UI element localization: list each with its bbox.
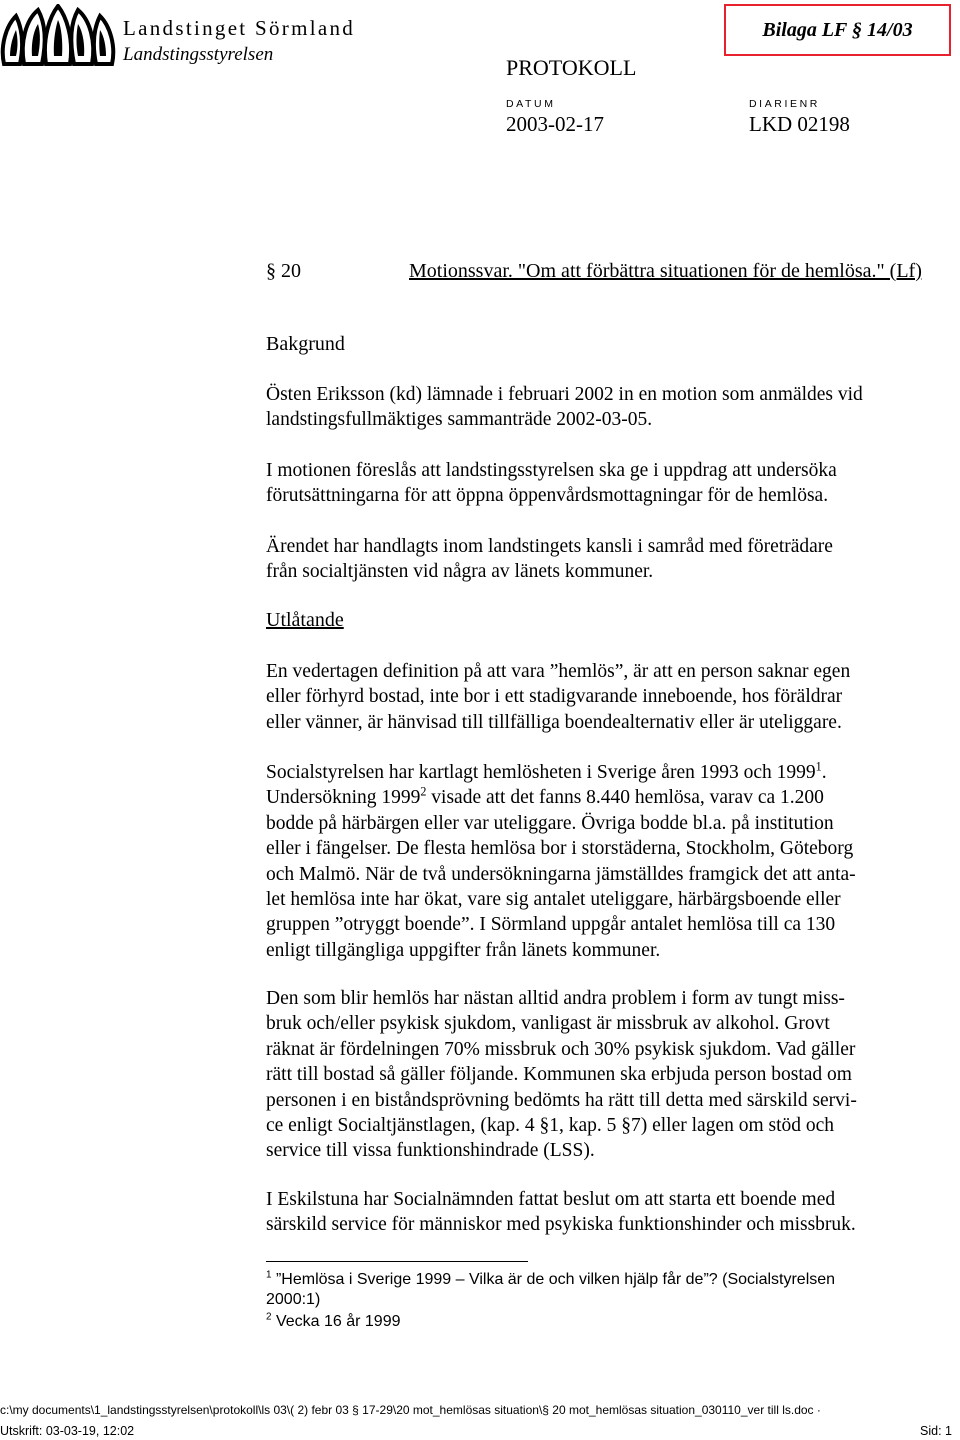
registration-number-value: LKD 02198 xyxy=(749,112,850,136)
text-line: 2000:1) xyxy=(266,1291,321,1308)
text-line: bruk och/eller psykisk sjukdom, vanligast är missbruk av alkohol. Grovt xyxy=(266,1013,830,1035)
registration-number-label: DIARIENR xyxy=(749,98,820,110)
text-line xyxy=(266,785,942,810)
text-line: landstingsfullmäktiges sammanträde 2002-03-05. xyxy=(266,409,653,431)
paragraph-utlatande-1 xyxy=(266,659,942,735)
document-type: PROTOKOLL xyxy=(506,55,637,80)
paragraph-bakgrund-2 xyxy=(266,458,942,509)
footnote-2 xyxy=(266,1312,946,1332)
heading-utlatande: Utlåtande xyxy=(266,609,344,631)
section-number: § 20 xyxy=(266,260,301,282)
text-span: Socialstyrelsen har kartlagt hemlösheten i Sverige åren 1993 och 1999 xyxy=(266,762,816,783)
text-span: Undersökning 1999 xyxy=(266,787,421,809)
text-line: bodde på härbärgen eller var uteliggare. Övriga bodde bl.a. på institution xyxy=(266,812,834,834)
text-span: ”Hemlösa i Sverige 1999 – Vilka är de och vilken hjälp får de”? (Socialstyrelsen xyxy=(271,1271,836,1288)
text-line: från socialtjänsten vid några av länets kommuner. xyxy=(266,561,654,583)
text-line: gruppen ”otryggt boende”. I Sörmland uppgår antalet hemlösa till ca 130 xyxy=(266,914,836,936)
text-line: I motionen föreslås att landstingsstyrelsen ska ge i uppdrag att undersöka xyxy=(266,460,837,481)
date-value: 2003-02-17 xyxy=(506,112,604,136)
text-span: . xyxy=(821,762,827,783)
text-line xyxy=(266,1312,946,1332)
text-line: service till vissa funktionshindrade (LSS). xyxy=(266,1140,595,1162)
footnote-number: 1 xyxy=(266,1269,272,1281)
text-line: eller förhyrd bostad, inte bor i ett stadigvarande inneboende, hos föräldrar xyxy=(266,686,843,708)
print-date: Utskrift: 03-03-19, 12:02 xyxy=(0,1424,135,1438)
paragraph-utlatande-2 xyxy=(266,760,942,963)
text-line: Östen Eriksson (kd) lämnade i februari 2002 in en motion som anmäldes vid xyxy=(266,384,863,405)
text-line: räknat är fördelningen 70% missbruk och 30% psykisk sjukdom. Vad gäller xyxy=(266,1038,856,1060)
heading-bakgrund: Bakgrund xyxy=(266,333,345,355)
text-line: särskild service för människor med psykiska funktionshinder och missbruk. xyxy=(266,1214,856,1236)
text-line xyxy=(266,1270,946,1290)
organization-name: Landstinget Sörmland xyxy=(123,16,356,40)
text-line: I Eskilstuna har Socialnämnden fattat beslut om att starta ett boende med xyxy=(266,1189,836,1210)
footnote-divider xyxy=(266,1261,528,1262)
appendix-reference-box: Bilaga LF § 14/03 xyxy=(724,4,951,56)
text-line: eller vänner, är hänvisad till tillfälliga boendealternativ eller är uteliggare. xyxy=(266,711,842,733)
text-line: enligt tillgängliga uppgifter från länets kommuner. xyxy=(266,939,661,961)
date-label: DATUM xyxy=(506,98,556,110)
text-line xyxy=(266,760,942,785)
text-span: visade att det fanns 8.440 hemlösa, varav ca 1.200 xyxy=(426,787,824,809)
text-line: rätt till bostad så gäller följande. Kommunen ska erbjuda person bostad om xyxy=(266,1064,852,1086)
text-line: förutsättningarna för att öppna öppenvårdsmottagningar för de hemlösa. xyxy=(266,485,829,507)
text-span: Vecka 16 år 1999 xyxy=(271,1313,401,1330)
section-title: Motionssvar. "Om att förbättra situationen för de hemlösa." (Lf) xyxy=(409,260,922,282)
text-line: och Malmö. När de två undersökningarna jämställdes framgick det att anta- xyxy=(266,863,856,885)
file-path: c:\my documents\1_landstingsstyrelsen\protokoll\ls 03\( 2) febr 03 § 17-29\20 mot_hemlösas situation\§ 20 mot_hemlösas situation_030110_ver till ls.doc · xyxy=(0,1403,821,1417)
paragraph-utlatande-3 xyxy=(266,986,942,1164)
text-line: Ärendet har handlagts inom landstingets kansli i samråd med företrädare xyxy=(266,536,833,557)
paragraph-bakgrund-3 xyxy=(266,534,942,585)
text-line: ce enligt Socialtjänstlagen, (kap. 4 §1, kap. 5 §7) eller lagen om stöd och xyxy=(266,1115,835,1137)
text-line: En vedertagen definition på att vara ”hemlös”, är att en person saknar egen xyxy=(266,661,851,682)
page-number: Sid: 1 xyxy=(920,1424,952,1438)
footnote-ref-1[interactable]: 1 xyxy=(815,759,822,774)
text-line: let hemlösa inte har ökat, vare sig antalet uteliggare, härbärgsboende eller xyxy=(266,889,841,911)
footnote-ref-2[interactable]: 2 xyxy=(420,784,427,799)
text-line: eller i fängelser. De flesta hemlösa bor i storstäderna, Stockholm, Göteborg xyxy=(266,838,854,860)
footnote-1 xyxy=(266,1270,946,1310)
organization-subtitle: Landstingsstyrelsen xyxy=(123,44,274,65)
footnote-number: 2 xyxy=(266,1311,272,1323)
paragraph-utlatande-4 xyxy=(266,1187,942,1238)
paragraph-bakgrund-1 xyxy=(266,382,942,433)
tulip-crown-logo-icon xyxy=(0,4,116,66)
text-line: personen i en biståndsprövning bedömts ha rätt till detta med särskild servi- xyxy=(266,1089,857,1111)
text-line: Den som blir hemlös har nästan alltid andra problem i form av tungt miss- xyxy=(266,988,845,1009)
